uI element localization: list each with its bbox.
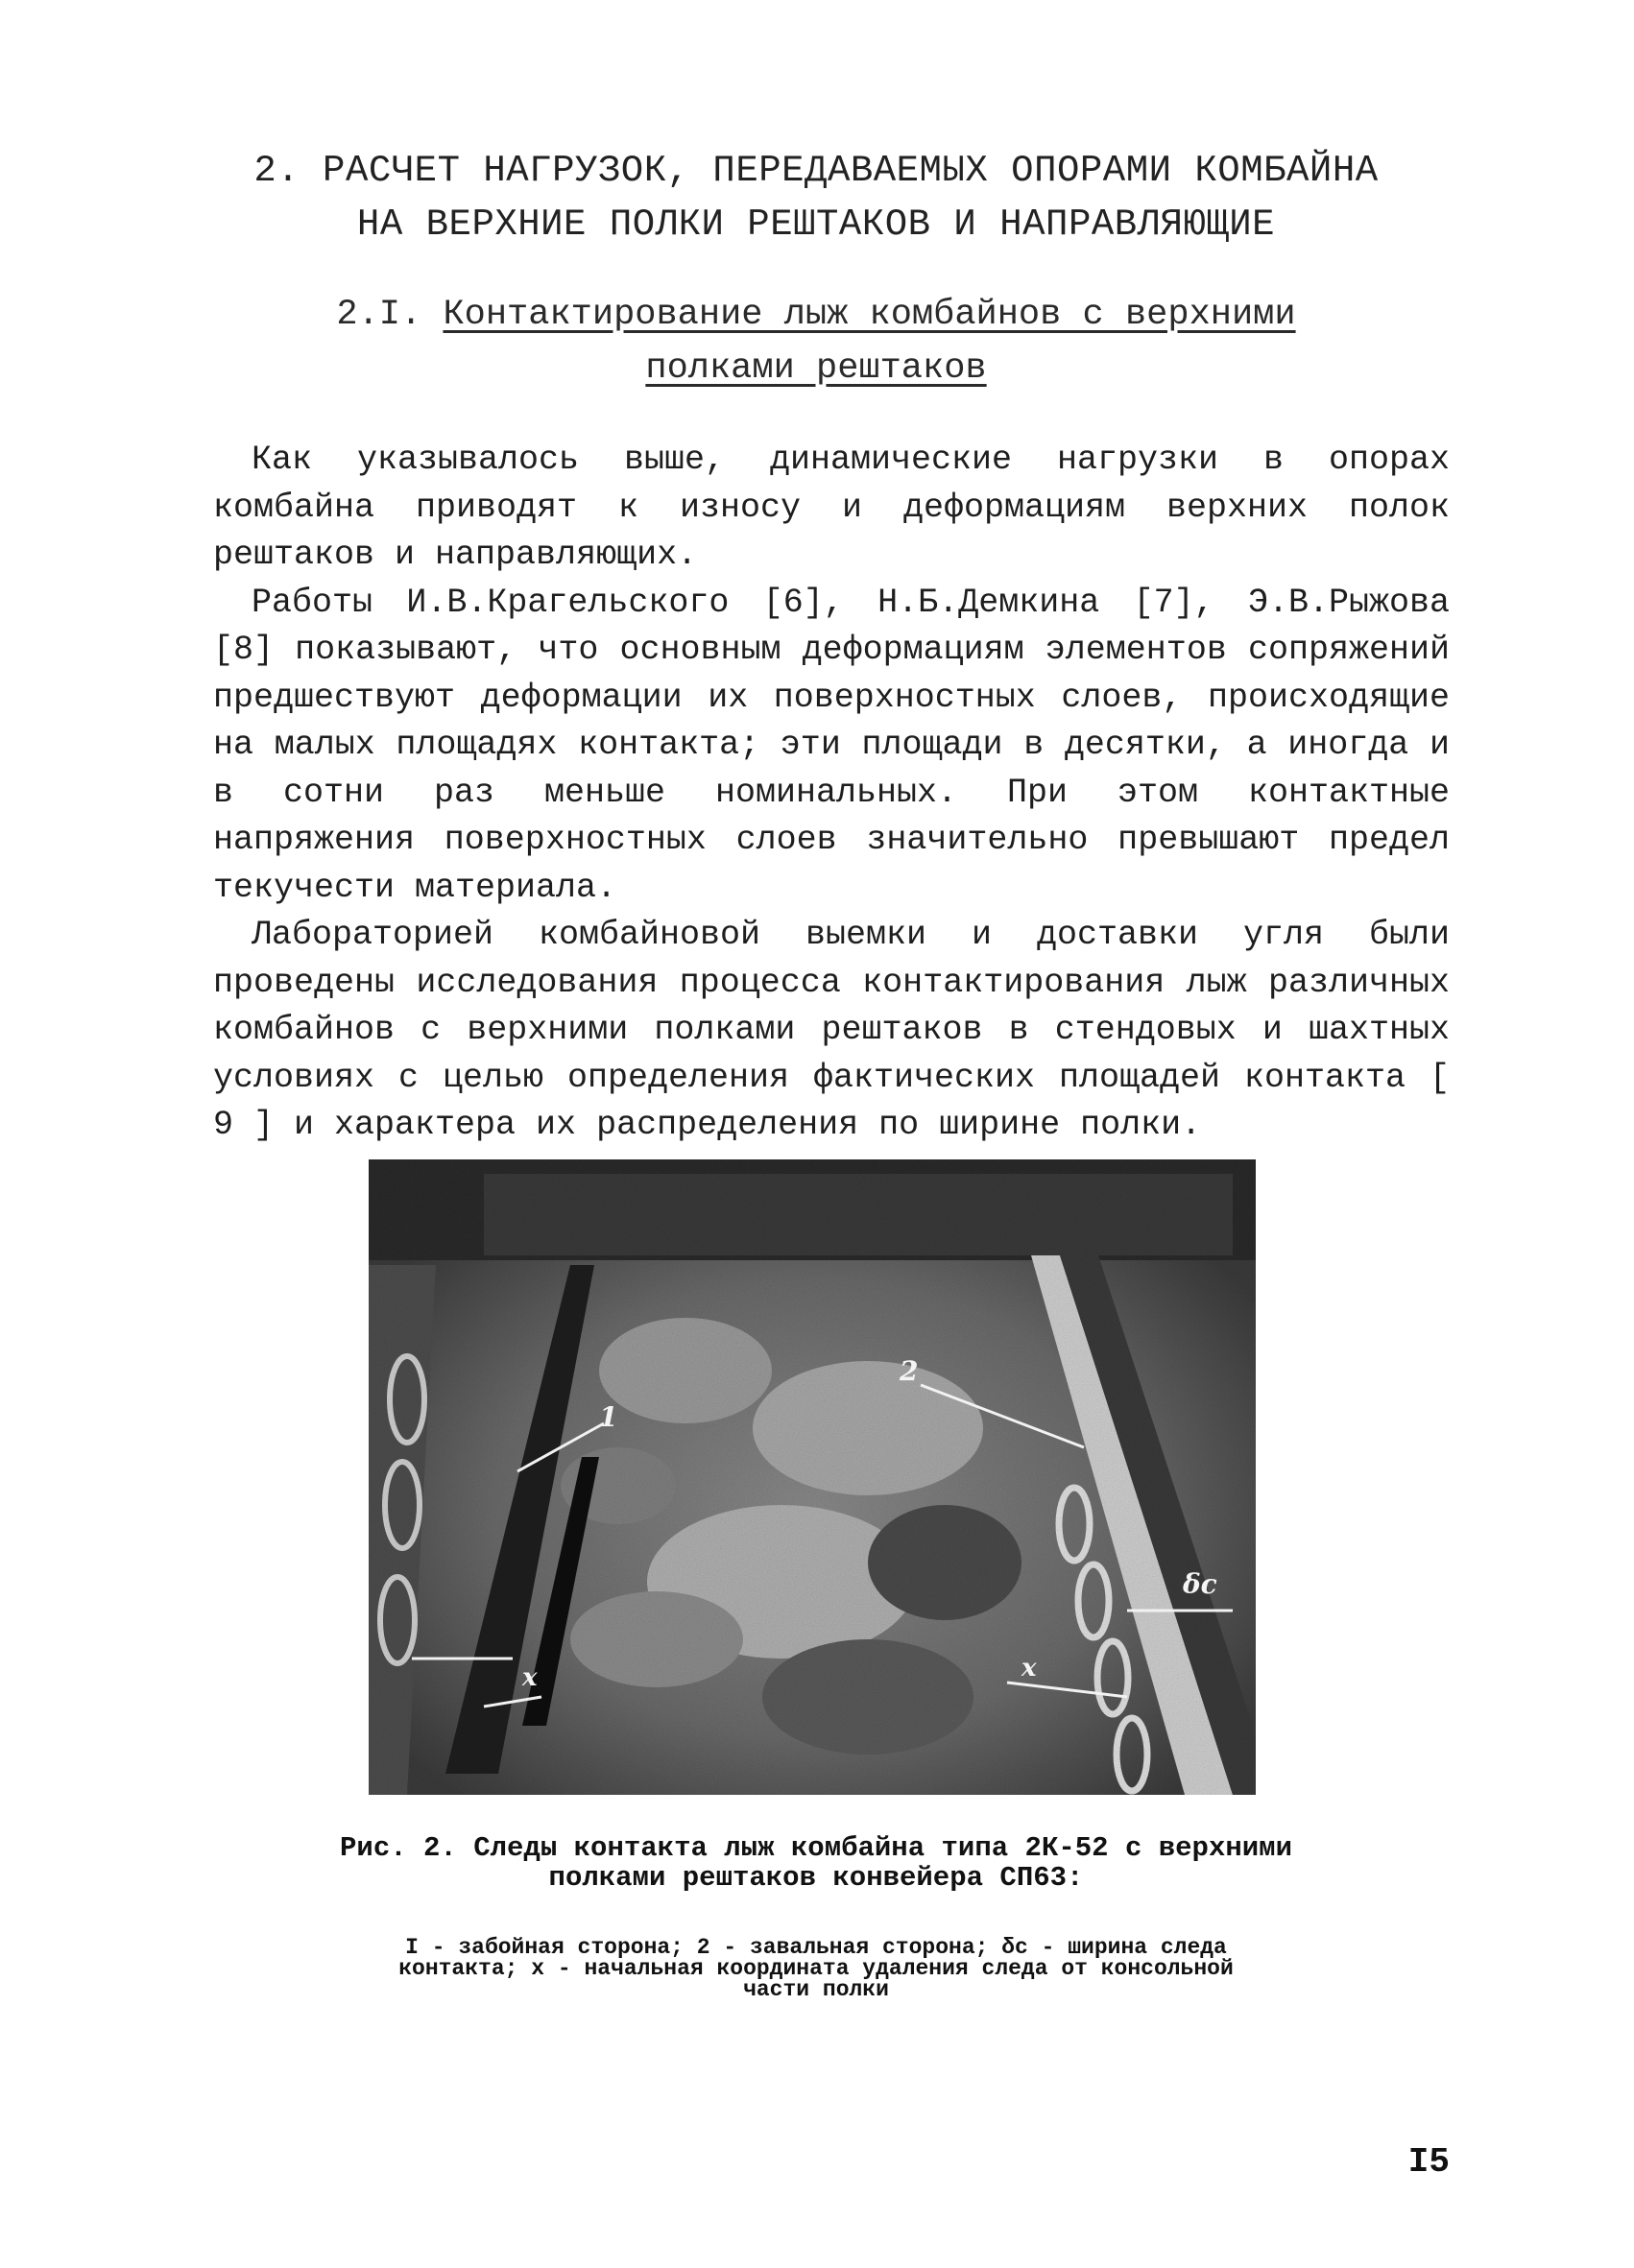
figure-photo xyxy=(369,1159,1256,1795)
subsection-number: 2.I. xyxy=(336,295,422,335)
figure-label-2: 2 xyxy=(900,1355,919,1387)
legend-line-3: части полки xyxy=(743,1977,889,2002)
paragraph: Как указывалось выше, динамические нагрузки в опорах комбайна приводят к износу и деформациям верхних полок рештаков и направляющих. xyxy=(213,441,1450,574)
legend-line-1: I - забойная сторона; 2 - завальная сторона; δc - ширина следа xyxy=(405,1935,1227,1960)
figure-legend xyxy=(317,1937,1315,2000)
page-number: I5 xyxy=(1407,2142,1450,2182)
paragraph: Работы И.В.Крагельского [6], Н.Б.Демкина [7], Э.В.Рыжова [8] показывают, что основным деформациям элементов сопряжений предшествуют деформации их поверхностных слоев, происходящие на малых площадях контакта; эти площади в десятки, а иногда и в сотни раз меньше номинальных. При этом контактные напряжения поверхностных слоев значительно превышают предел текучести материала. xyxy=(213,583,1450,907)
body-text xyxy=(213,437,1450,1150)
figure-label-1: 1 xyxy=(599,1401,618,1433)
subsection-title-line-1: Контактирование лыж комбайнов с верхними xyxy=(443,295,1296,335)
subsection-heading xyxy=(288,288,1344,395)
figure-label-delta: δc xyxy=(1183,1568,1217,1600)
figure-caption xyxy=(288,1833,1344,1893)
figure-label-x-left: x xyxy=(522,1663,538,1692)
caption-line-1: Рис. 2. Следы контакта лыж комбайна типа 2К-52 с верхними xyxy=(340,1832,1292,1864)
subsection-title-line-2: полками рештаков xyxy=(645,348,987,389)
heading-line-1: 2. РАСЧЕТ НАГРУЗОК, ПЕРЕДАВАЕМЫХ ОПОРАМИ КОМБАЙНА xyxy=(253,150,1379,192)
legend-line-2: контакта; x - начальная координата удаления следа от консольной xyxy=(398,1956,1234,1981)
contact-traces-photo xyxy=(369,1159,1256,1795)
paragraph: Лабораторией комбайновой выемки и доставки угля были проведены исследования процесса контактирования лыж различных комбайнов с верхними полками рештаков в стендовых и шахтных условиях с целью определения фактических площадей контакта [ 9 ] и характера их распределения по ширине полки. xyxy=(213,916,1450,1144)
caption-line-2: полками рештаков конвейера СП63: xyxy=(548,1862,1084,1894)
figure-label-x-right: x xyxy=(1021,1654,1037,1683)
section-heading xyxy=(192,144,1440,251)
heading-line-2: НА ВЕРХНИЕ ПОЛКИ РЕШТАКОВ И НАПРАВЛЯЮЩИЕ xyxy=(356,203,1276,246)
